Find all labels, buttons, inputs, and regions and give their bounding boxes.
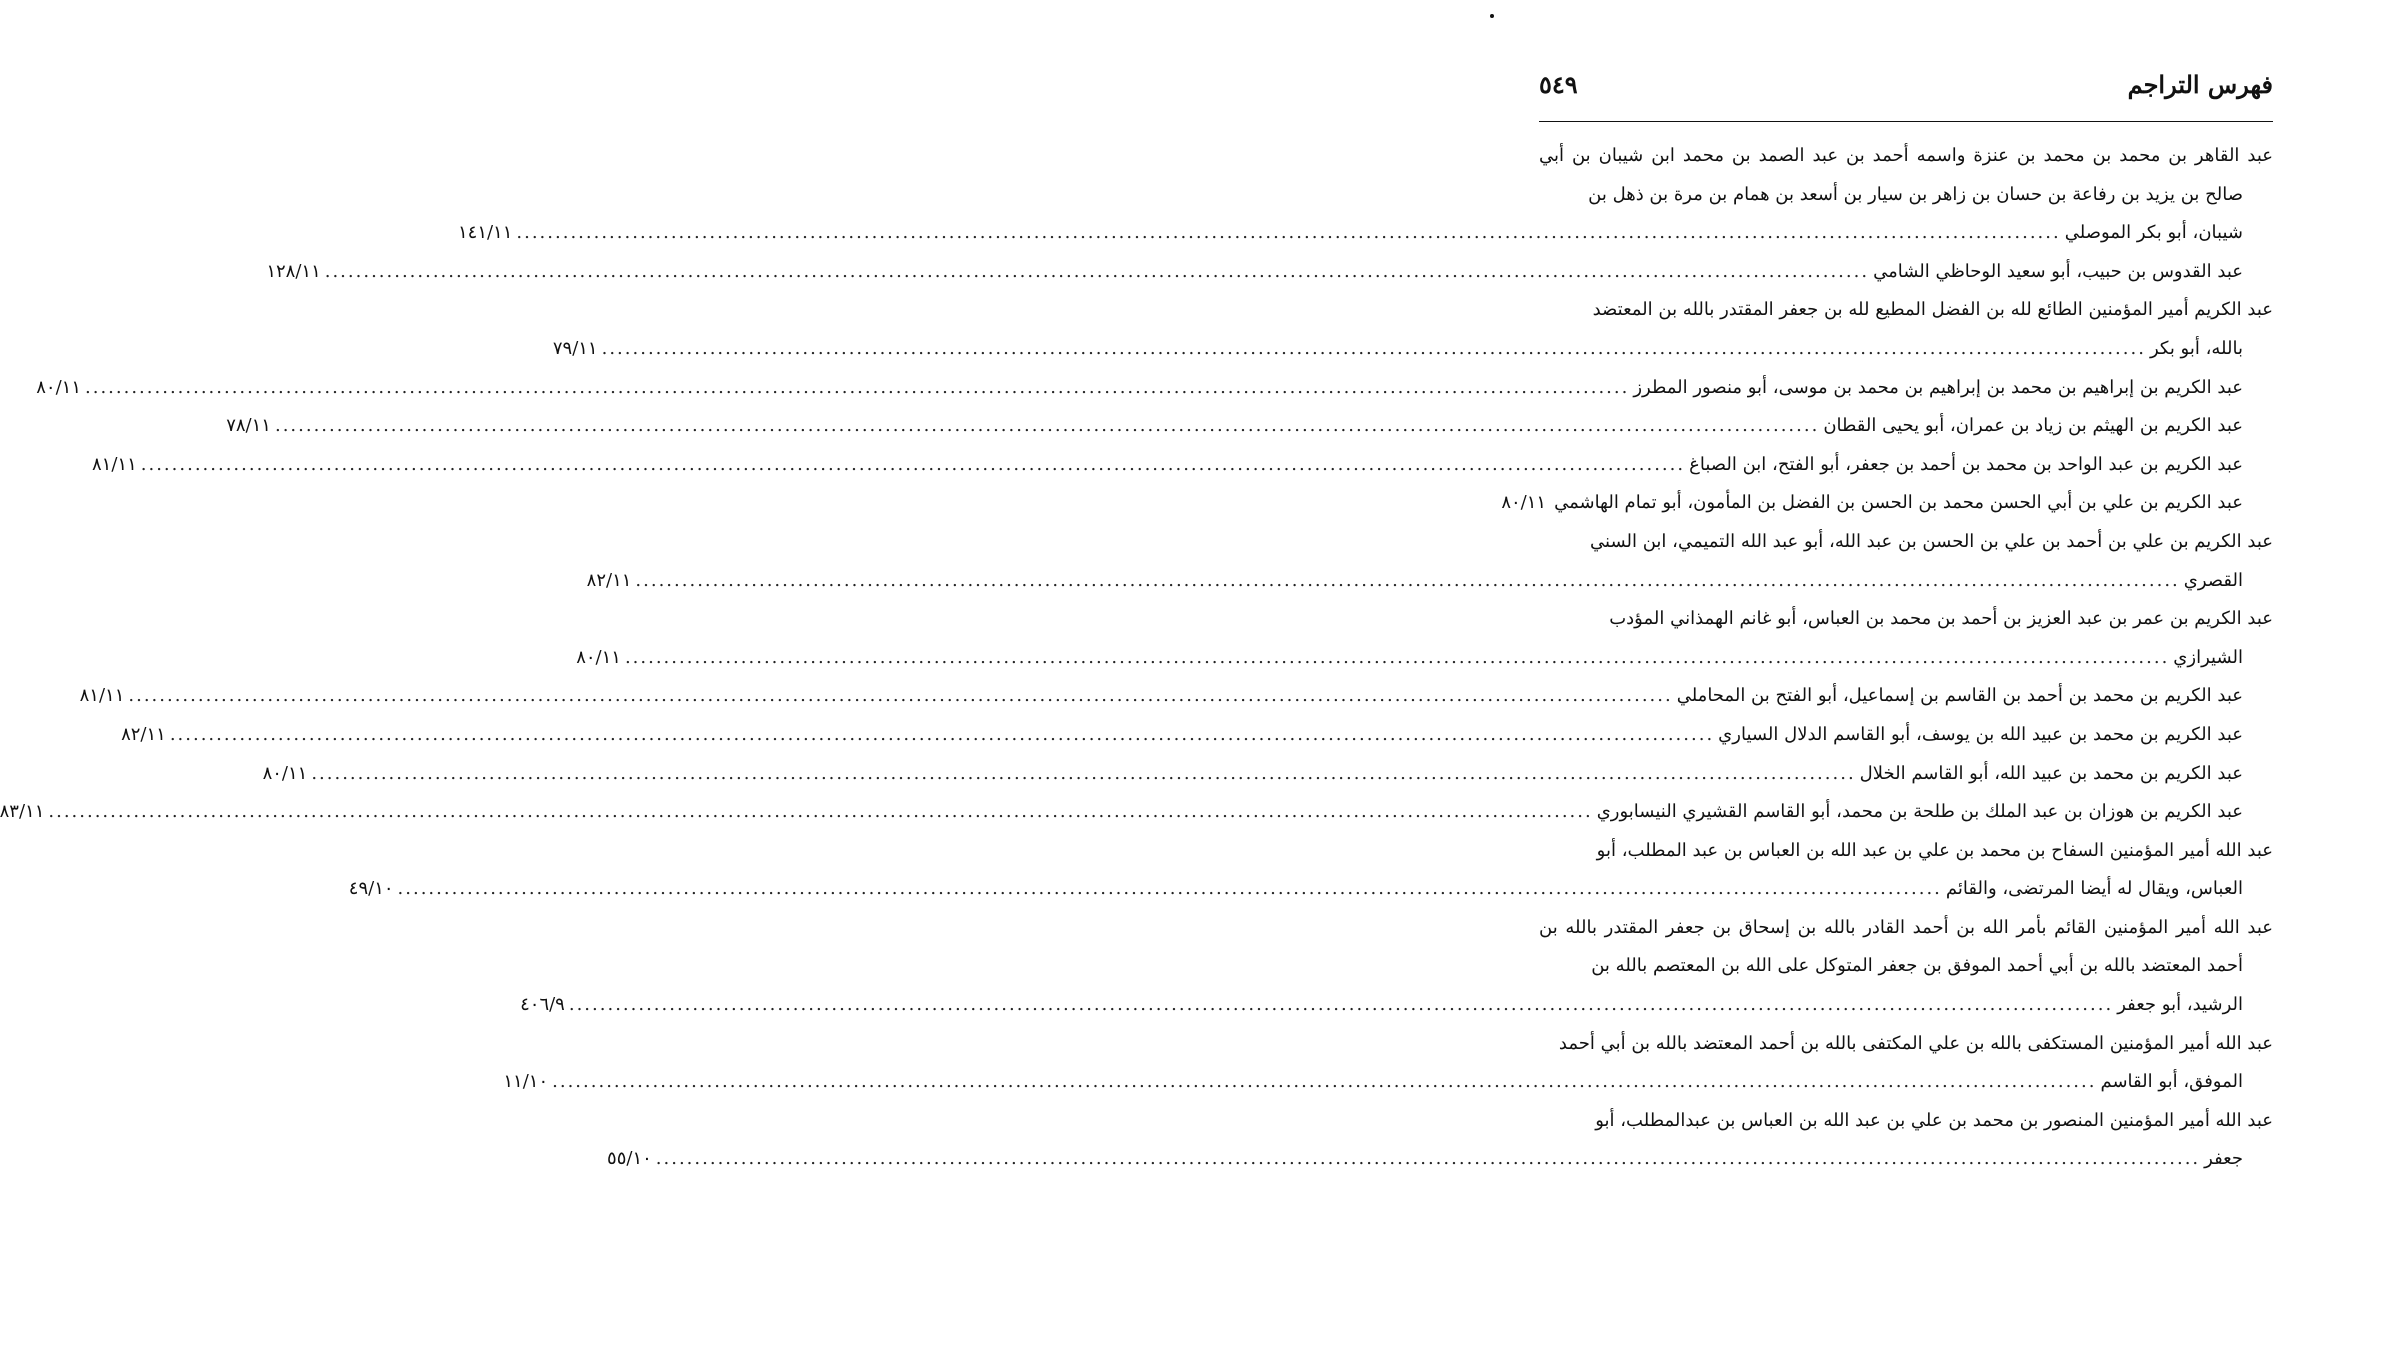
leader-dots: ........................................................................................................................................................................................................: [655, 1148, 2201, 1170]
entry-last-line: [262, 755, 2243, 794]
header-divider: [1539, 121, 2273, 122]
entry-name-end: عبد الكريم بن محمد بن عبيد الله، أبو القاسم الخلال: [1859, 762, 2243, 784]
index-entry: [92, 446, 2273, 485]
entry-last-line: [586, 562, 2243, 601]
entry-last-line: [266, 253, 2243, 292]
entry-name-end: العباس، ويقال له أيضا المرتضى، والقائم: [1945, 878, 2243, 900]
scan-dot: [1490, 14, 1494, 18]
leader-dots: ........................................................................................................................................................................................................: [274, 415, 1820, 437]
index-entry: [552, 291, 2273, 368]
leader-dots: ........................................................................................................................................................................................................: [324, 260, 1870, 282]
entry-name-end: عبد الكريم بن محمد بن أحمد بن القاسم بن إسماعيل، أبو الفتح بن المحاملي: [1676, 685, 2243, 707]
index-entry: [0, 793, 2273, 832]
leader-dots: ........................................................................................................................................................................................................: [140, 453, 1686, 475]
volume-page-ref: ١٢٨/١١: [266, 260, 321, 282]
volume-page-ref: ٨١/١١: [79, 685, 125, 707]
volume-page-ref: ١٤١/١١: [457, 222, 513, 244]
leader-dots: ........................................................................................................................................................................................................: [397, 878, 1942, 900]
entry-name-start: عبد الكريم أمير المؤمنين الطائع لله بن الفضل المطيع لله بن جعفر المقتدر بالله بن المعتضد: [1592, 299, 2273, 321]
volume-page-ref: ٥٥/١٠: [607, 1148, 652, 1170]
entry-last-line: [92, 446, 2243, 485]
entry-last-line: [503, 1063, 2243, 1102]
biography-index-list: [0, 137, 2273, 1179]
volume-page-ref: ٤٠٦/٩: [520, 994, 565, 1016]
entry-name-end: عبد الكريم بن هوزان بن عبد الملك بن طلحة بن محمد، أبو القاسم القشيري النيسابوري: [1596, 801, 2243, 823]
entry-last-line: [520, 986, 2243, 1025]
index-entry: [576, 600, 2273, 677]
entry-name-start: عبد الله أمير المؤمنين المنصور بن محمد بن علي بن عبد الله بن العباس بن عبدالمطلب، أبو: [1595, 1109, 2273, 1131]
index-entry: [262, 755, 2273, 794]
index-entry: [503, 1025, 2273, 1102]
index-entry: [121, 716, 2273, 755]
entry-name-start: عبد الله أمير المؤمنين القائم بأمر الله بن أحمد القادر بالله بن إسحاق بن جعفر المقتدر بالله بن أحمد المعتضد بالله بن أبي أحمد الموفق بن جعفر المتوكل على الله بن المعتصم بالله بن: [1539, 916, 2273, 977]
volume-page-ref: ٧٩/١١: [552, 337, 598, 359]
entry-last-line: [36, 369, 2243, 408]
entry-name-end: القصري: [2183, 569, 2243, 591]
entry-name-start: عبد القاهر بن محمد بن محمد بن عنزة واسمه أحمد بن عبد الصمد بن محمد ابن شيبان بن أبي صالح بن يزيد بن رفاعة بن حسان بن زاهر بن سيار بن أسعد بن همام بن مرة بن ذهل بن: [1539, 145, 2273, 205]
entry-last-line: [226, 407, 2243, 446]
entry-name-end: الشيرازي: [2173, 646, 2243, 668]
entry-name-start: عبد الله أمير المؤمنين المستكفى بالله بن علي المكتفى بالله بن أحمد المعتضد بالله بن أبي أحمد: [1558, 1032, 2273, 1054]
index-entry: [1501, 484, 2273, 523]
leader-dots: ........................................................................................................................................................................................................: [552, 1071, 2097, 1093]
entry-name-end: عبد الكريم بن عبد الواحد بن محمد بن أحمد بن جعفر، أبو الفتح، ابن الصباغ: [1689, 453, 2243, 475]
volume-page-ref: ٨٠/١١: [1501, 492, 1547, 514]
volume-page-ref: ٨١/١١: [92, 453, 137, 475]
volume-page-ref: ١١/١٠: [503, 1071, 549, 1093]
entry-last-line: [576, 639, 2243, 678]
index-entry: [520, 909, 2273, 1025]
volume-page-ref: ٤٩/١٠: [348, 878, 394, 900]
volume-page-ref: ٨٢/١١: [586, 569, 632, 591]
leader-dots: ........................................................................................................................................................................................................: [516, 222, 2061, 244]
leader-dots: ........................................................................................................................................................................................................: [568, 994, 2114, 1016]
index-entry: [586, 523, 2273, 600]
entry-name-start: عبد الله أمير المؤمنين السفاح بن محمد بن علي بن عبد الله بن العباس بن عبد المطلب، أبو: [1596, 839, 2273, 861]
index-entry: [266, 253, 2273, 292]
entry-name-end: الموفق، أبو القاسم: [2100, 1071, 2243, 1093]
entry-name-end: جعفر: [2204, 1148, 2243, 1170]
entry-last-line: [0, 793, 2243, 832]
index-entry: [79, 677, 2273, 716]
volume-page-ref: ٧٨/١١: [226, 415, 271, 437]
entry-last-line: [552, 330, 2243, 369]
leader-dots: ........................................................................................................................................................................................................: [601, 337, 2146, 359]
entry-last-line: [1501, 484, 2243, 523]
index-entry: [607, 1102, 2273, 1179]
leader-dots: ........................................................................................................................................................................................................: [311, 762, 1856, 784]
entry-name-start: عبد الكريم بن علي بن أحمد بن علي بن الحسن بن عبد الله، أبو عبد الله التميمي، ابن السني: [1590, 530, 2273, 552]
index-entry: [36, 369, 2273, 408]
page-title: فهرس التراجم: [2127, 70, 2273, 99]
leader-dots: ........................................................................................................................................................................................................: [48, 801, 1593, 823]
leader-dots: ........................................................................................................................................................................................................: [169, 723, 1715, 745]
entry-last-line: [121, 716, 2243, 755]
index-entry: [348, 832, 2273, 909]
page-number: ٥٤٩: [1539, 70, 1578, 99]
volume-page-ref: ٨٠/١١: [576, 646, 621, 668]
index-entry: [457, 137, 2273, 253]
volume-page-ref: ٨٠/١١: [36, 376, 81, 398]
entry-last-line: [348, 870, 2243, 909]
volume-page-ref: ٨٢/١١: [121, 723, 166, 745]
entry-last-line: [607, 1140, 2243, 1179]
entry-name-end: عبد الكريم بن الهيثم بن زياد بن عمران، أبو يحيى القطان: [1823, 415, 2243, 437]
entry-name-end: شيبان، أبو بكر الموصلي: [2064, 222, 2243, 244]
leader-dots: ........................................................................................................................................................................................................: [624, 646, 2170, 668]
page-header: [1539, 66, 2273, 106]
entry-name-end: بالله، أبو بكر: [2149, 337, 2243, 359]
leader-dots: ........................................................................................................................................................................................................: [635, 569, 2180, 591]
entry-last-line: [79, 677, 2243, 716]
entry-name-end: عبد الكريم بن محمد بن عبيد الله بن يوسف، أبو القاسم الدلال السياري: [1718, 723, 2243, 745]
leader-dots: ........................................................................................................................................................................................................: [128, 685, 1673, 707]
index-entry: [226, 407, 2273, 446]
entry-name-end: عبد القدوس بن حبيب، أبو سعيد الوحاظي الشامي: [1873, 260, 2243, 282]
entry-last-line: [457, 214, 2243, 253]
entry-name-start: عبد الكريم بن عمر بن عبد العزيز بن أحمد بن محمد بن العباس، أبو غانم الهمذاني المؤدب: [1609, 608, 2273, 630]
volume-page-ref: ٨٣/١١: [0, 801, 45, 823]
entry-name-end: الرشيد، أبو جعفر: [2117, 994, 2243, 1016]
entry-name-end: عبد الكريم بن إبراهيم بن محمد بن إبراهيم بن محمد بن موسى، أبو منصور المطرز: [1633, 376, 2243, 398]
entry-name-end: عبد الكريم بن علي بن أبي الحسن محمد بن الحسن بن الفضل بن المأمون، أبو تمام الهاشمي: [1554, 492, 2243, 514]
leader-dots: ........................................................................................................................................................................................................: [85, 376, 1630, 398]
volume-page-ref: ٨٠/١١: [262, 762, 308, 784]
